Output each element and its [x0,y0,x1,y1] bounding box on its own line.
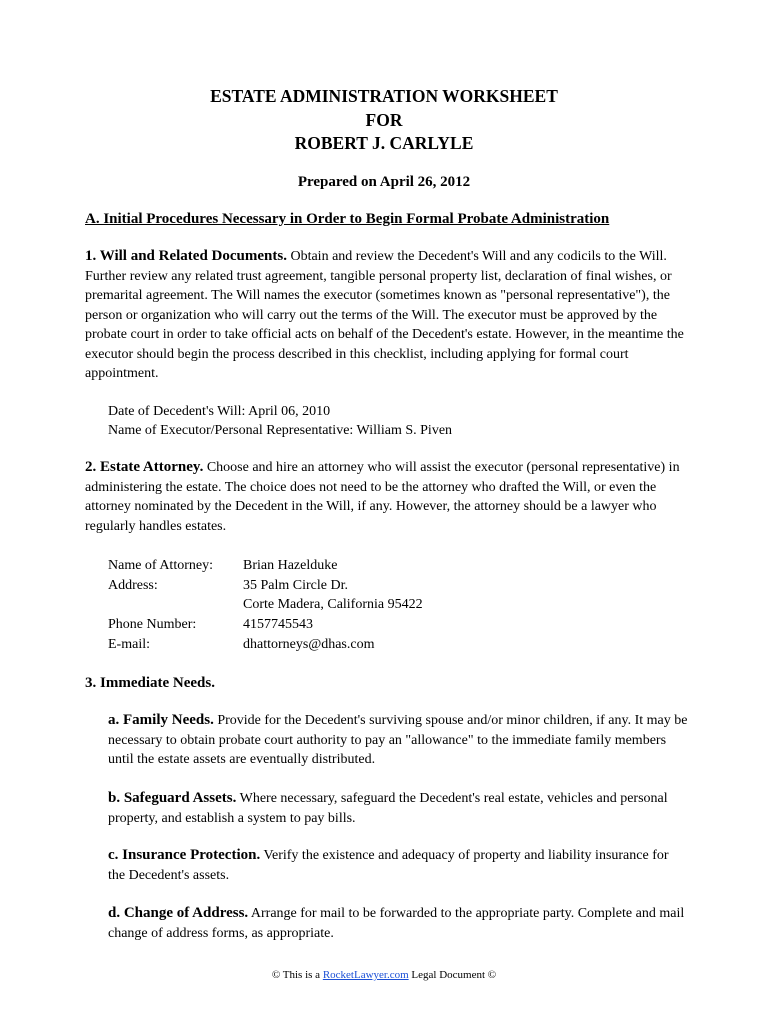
email-label: E-mail: [108,637,150,652]
item3a-body: Provide for the Decedent's surviving spouse and/or minor children, if any. It may be necessary to obtain probate court authority to pay an "allowance" to the immediate family members until the estate assets are eventually distributed. [108,713,688,767]
item3c-paragraph [108,846,688,885]
phone-value: 4157745543 [243,617,313,632]
executor-name: Name of Executor/Personal Representative: William S. Piven [108,423,453,438]
address-line2: Corte Madera, California 95422 [243,597,423,612]
footer-prefix: © This is a [271,969,323,981]
document-title-line1: ESTATE ADMINISTRATION WORKSHEET [210,86,558,106]
item1-lead: 1. Will and Related Documents. [85,248,287,264]
address-line1: 35 Palm Circle Dr. [243,578,348,593]
item2-body: Choose and hire an attorney who will assist the executor (personal representative) in administering the estate. The choice does not need to be the attorney who drafted the Will, or even the attorney nominated by the Decedent in the Will, if any. However, the attorney should be a lawyer who regularly handles estates. [85,460,680,534]
item2-paragraph [85,458,685,536]
rocketlawyer-link[interactable]: RocketLawyer.com [322,969,409,981]
attorney-label: Name of Attorney: [108,558,213,573]
item3d-body: Arrange for mail to be forwarded to the appropriate party. Complete and mail change of address forms, as appropriate. [108,906,685,941]
item3a-lead: a. Family Needs. [108,712,214,728]
item3b-body: Where necessary, safeguard the Decedent's real estate, vehicles and personal property, and establish a system to pay bills. [108,791,668,826]
page-footer [0,968,768,982]
address-label: Address: [108,578,158,593]
item3b-lead: b. Safeguard Assets. [108,790,237,806]
document-title-line2: FOR [365,110,403,130]
item2-lead: 2. Estate Attorney. [85,459,204,475]
item3c-lead: c. Insurance Protection. [108,847,261,863]
item3a-paragraph [108,711,688,770]
item3d-lead: d. Change of Address. [108,905,249,921]
footer-suffix: Legal Document © [408,969,497,981]
phone-label: Phone Number: [108,617,197,632]
document-title-line3: ROBERT J. CARLYLE [294,133,474,153]
item3d-paragraph [108,904,688,943]
item3c-body: Verify the existence and adequacy of property and liability insurance for the Decedent's assets. [108,848,669,883]
item1-paragraph [85,247,685,384]
section-a-heading: A. Initial Procedures Necessary in Order to Begin Formal Probate Administration [85,211,610,227]
attorney-value: Brian Hazelduke [243,558,338,573]
email-value: dhattorneys@dhas.com [243,637,375,652]
item3-heading: 3. Immediate Needs. [85,675,215,691]
will-date: Date of Decedent's Will: April 06, 2010 [108,404,331,419]
item3b-paragraph [108,789,688,828]
prepared-date: Prepared on April 26, 2012 [297,174,471,190]
item1-body: Obtain and review the Decedent's Will and any codicils to the Will. Further review any related trust agreement, tangible personal property list, declaration of final wishes, or premarital agreement. The Will names the executor (sometimes known as "personal representative"), the person or organization who will carry out the terms of the Will. The executor must be approved by the probate court in order to take official acts on behalf of the Decedent's estate. However, in the meantime the executor should begin the process described in this checklist, including applying for formal court appointment. [85,249,684,381]
